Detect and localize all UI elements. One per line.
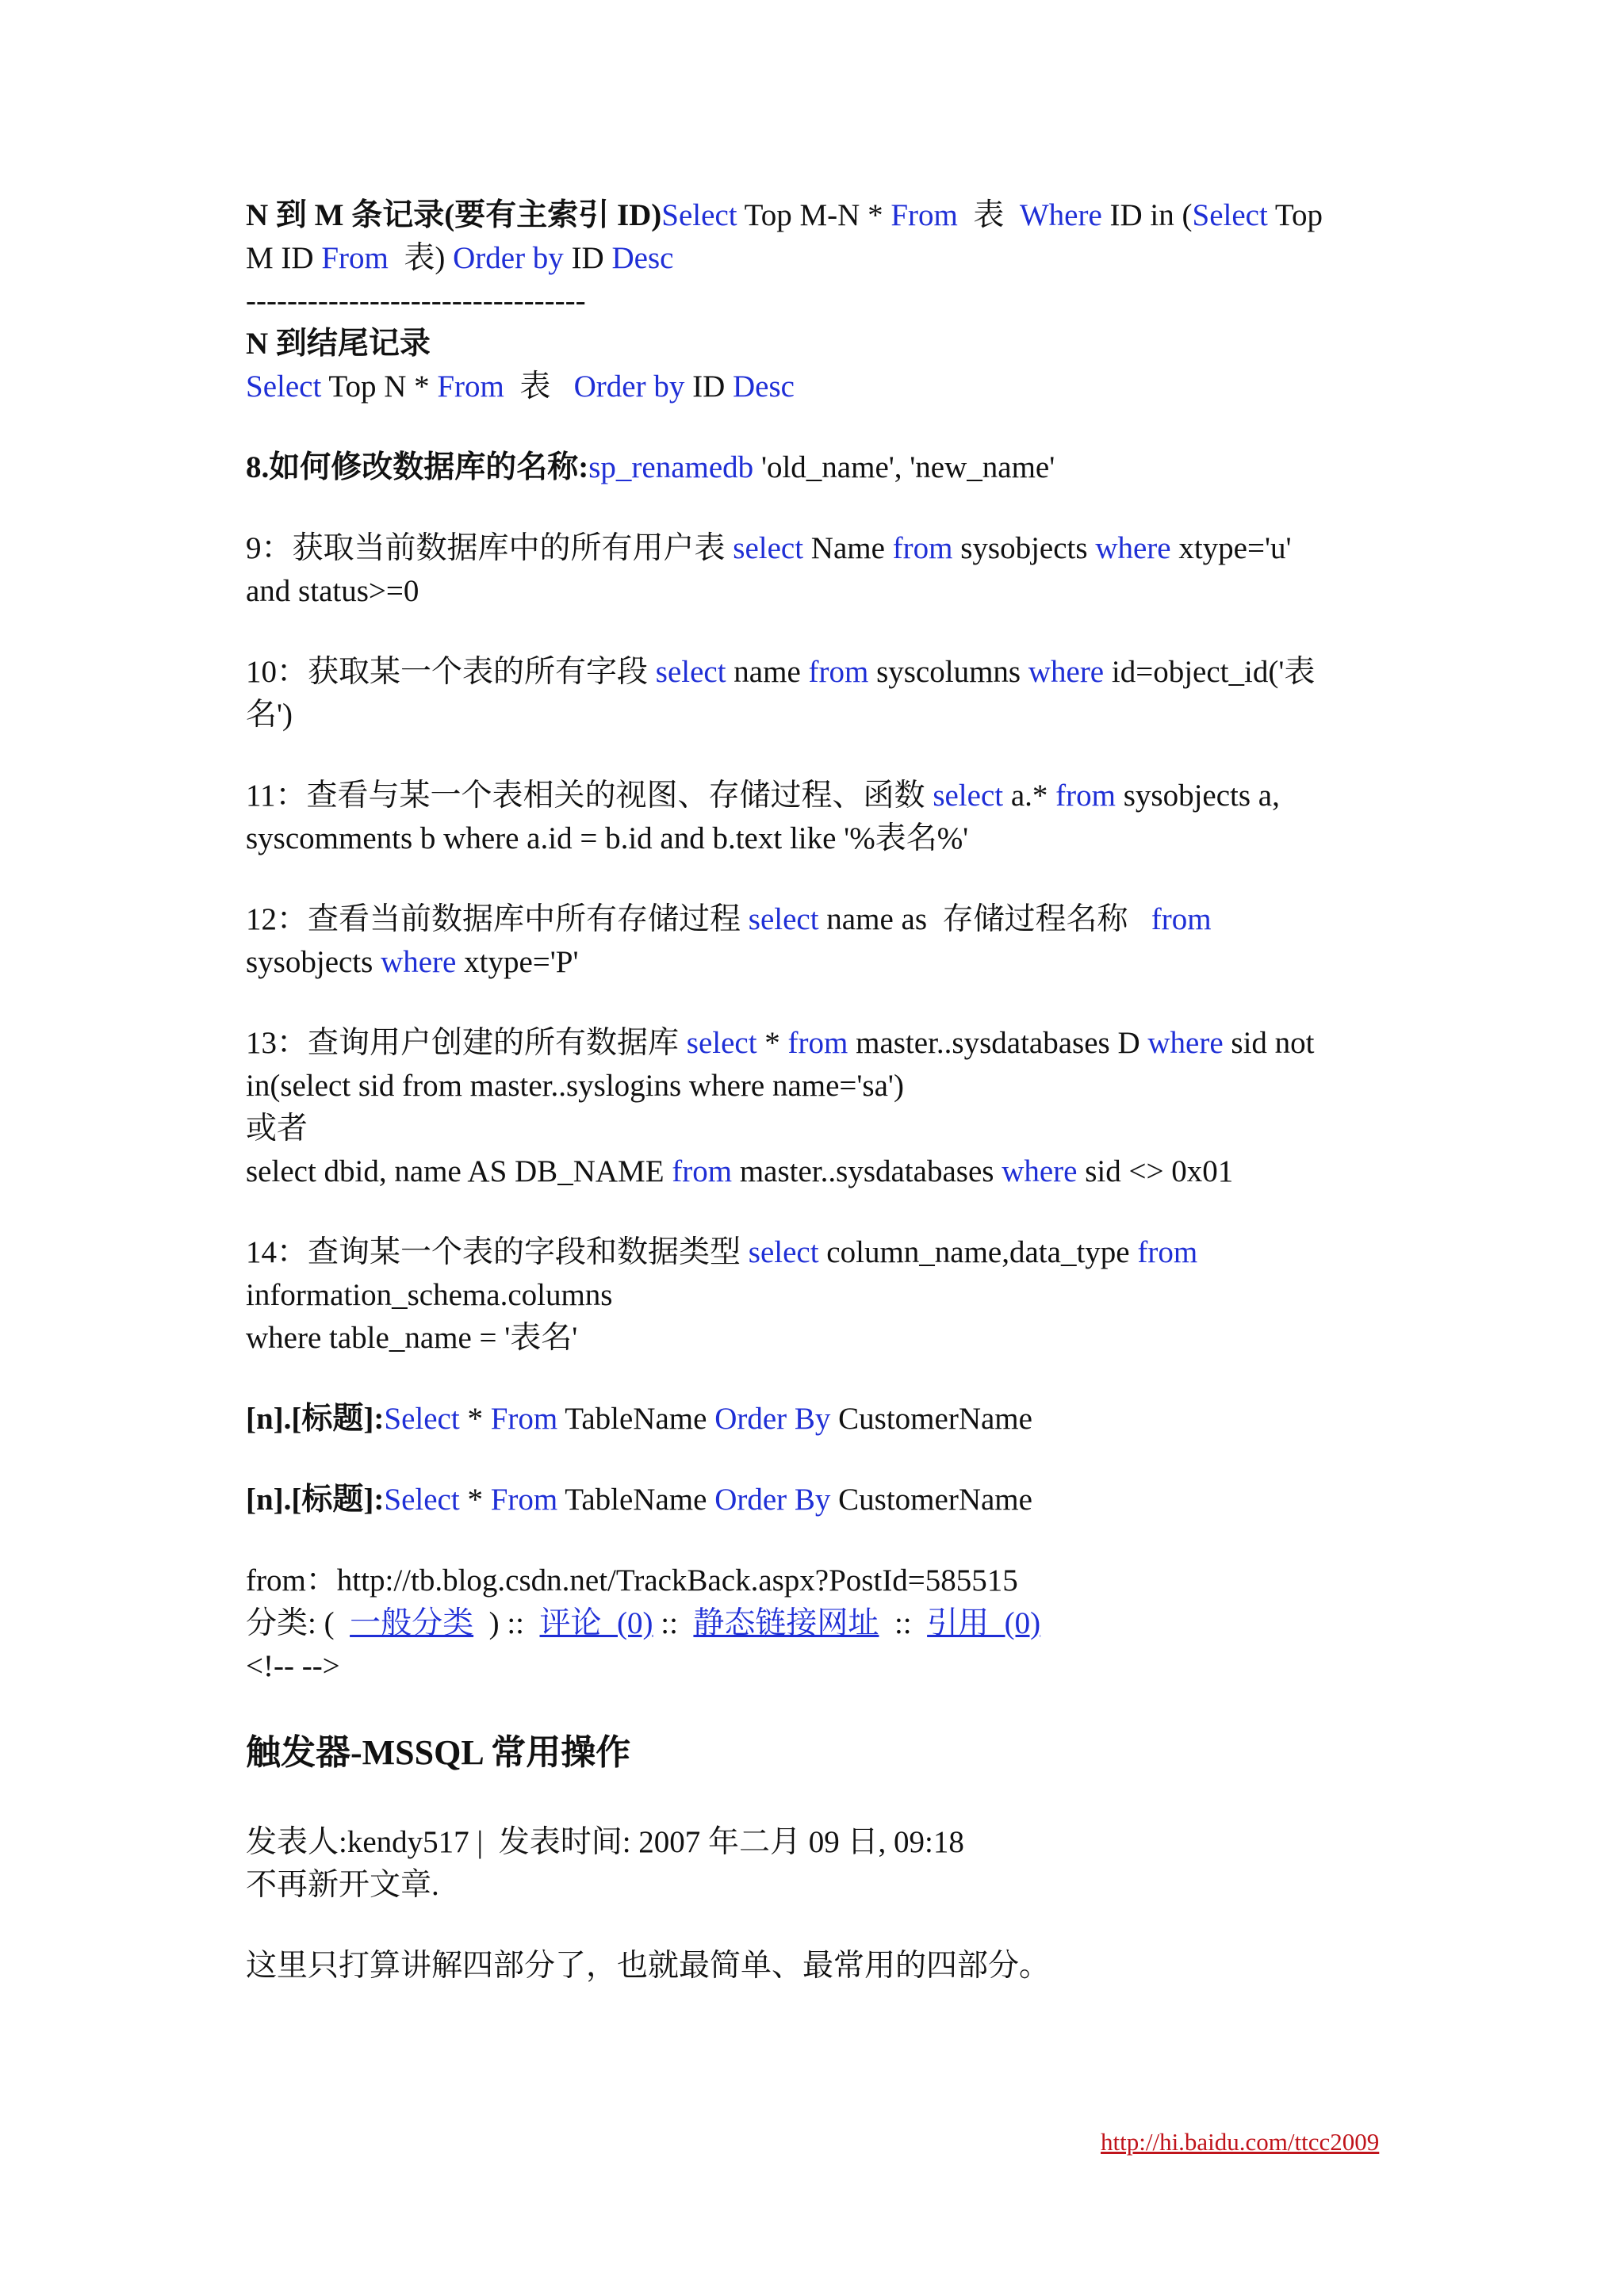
sql-keyword: from [1137,1235,1198,1269]
text-run: TableName [557,1402,715,1436]
text-run: Top N * [321,369,438,404]
sql-keyword: from [1151,902,1212,936]
text-line [246,1022,1388,1065]
sql-keyword: where [1028,655,1105,689]
section-n-to-m [246,194,1388,408]
comments-link[interactable]: 评论 (0) [539,1606,653,1640]
separator: :: [879,1606,928,1640]
bold-label: N 到 M 条记录(要有主索引 ID) [246,198,662,232]
sql-keyword: Select [1192,198,1268,232]
bold-label: 8.如何修改数据库的名称: [246,450,589,484]
tip-paragraph [246,527,1388,613]
tip-paragraph [246,1231,1388,1360]
html-comment-text: <!-- --> [246,1649,340,1683]
sql-keyword: where [381,945,457,979]
text-run: ID in ( [1101,198,1193,232]
text-line [246,775,1388,817]
sql-keyword: Select [661,198,737,232]
text-run: name [726,655,809,689]
text-run: master..sysdatabases [732,1154,1002,1188]
sql-keyword: Order by [573,369,685,404]
text-run: in(select sid from master..syslogins where name='sa') [246,1069,904,1103]
permalink-link[interactable]: 静态链接网址 [693,1606,879,1640]
text-run: sid <> 0x01 [1077,1154,1234,1188]
text-run: 14：查询某一个表的字段和数据类型 [246,1235,749,1269]
document-body [246,194,1388,1988]
sql-keyword: from [892,531,953,565]
byline: 发表人:kendy517 | 发表时间: 2007 年二月 09 日, 09:18 [246,1825,964,1859]
text-run: select dbid, name AS DB_NAME [246,1154,672,1188]
sql-keyword: From [321,241,389,275]
text-run: 9：获取当前数据库中的所有用户表 [246,531,733,565]
sql-keyword: select [748,1235,819,1269]
text-line [246,1398,1388,1441]
text-run: 表 [957,198,1020,232]
text-run: xtype='P' [456,945,579,979]
sql-keyword: where [1147,1026,1224,1060]
text-run: sid not [1223,1026,1315,1060]
text-run: * [459,1402,491,1436]
trackback-link[interactable]: 引用 (0) [927,1606,1041,1640]
text-line [246,1065,1388,1108]
sql-tips-list [246,408,1388,1521]
text-line [246,237,1388,280]
text-run: master..sysdatabases D [848,1026,1148,1060]
text-run: * [756,1026,788,1060]
category-link[interactable]: 一般分类 [350,1606,474,1640]
text-run: * [459,1483,491,1517]
text-line [246,527,1388,570]
sql-keyword: where [1002,1154,1078,1188]
text-line [246,898,1388,941]
source-line: from：http://tb.blog.csdn.net/TrackBack.aspx?PostId=585515 [246,1563,1018,1598]
tip-paragraph [246,898,1388,984]
text-line [246,941,1388,984]
text-line [246,1317,1388,1360]
separator: ) :: [473,1606,540,1640]
text-run: and status>=0 [246,574,419,608]
text-run: name as 存储过程名称 [818,902,1151,936]
post-meta [246,1559,1388,1688]
tip-paragraph [246,446,1388,489]
text-run: 12：查看当前数据库中所有存储过程 [246,902,749,936]
text-run: xtype='u' [1170,531,1292,565]
text-run: M ID [246,241,322,275]
tip-paragraph [246,775,1388,860]
text-run: ID [684,369,733,404]
sql-keyword: sp_renamedb [588,450,754,484]
sql-keyword: Desc [611,241,674,275]
text-line [246,1231,1388,1274]
sql-keyword: Order By [714,1402,831,1436]
text-run: 名') [246,698,293,732]
sql-keyword: From [490,1483,558,1517]
bold-label: [n].[标题]: [246,1483,385,1517]
tip-paragraph [246,1398,1388,1441]
text-run: CustomerName [830,1483,1032,1517]
sql-keyword: Order by [453,241,564,275]
footer-url-link[interactable]: http://hi.baidu.com/ttcc2009 [1101,2128,1380,2156]
text-run: 13：查询用户创建的所有数据库 [246,1026,687,1060]
separator: :: [653,1606,694,1640]
text-run: a.* [1003,779,1056,813]
text-run: sysobjects [952,531,1096,565]
sql-keyword: From [437,369,504,404]
sql-keyword: Desc [733,369,795,404]
text-run: Top [1267,198,1323,232]
sql-keyword: Where [1019,198,1102,232]
sql-keyword: Select [246,369,322,404]
text-run: 表) [388,241,454,275]
text-line [246,194,1388,237]
text-run: 表 [504,369,574,404]
sql-keyword: Select [384,1483,460,1517]
text-run: sysobjects [246,945,381,979]
text-run: 或者 [246,1112,308,1146]
sql-keyword: from [672,1154,733,1188]
text-run: id=object_id('表 [1104,655,1316,689]
text-run: CustomerName [830,1402,1032,1436]
text-run: syscomments b where a.id = b.id and b.text like '%表名%' [246,821,969,855]
text-line [246,694,1388,737]
text-line [246,1150,1388,1193]
text-run: syscolumns [868,655,1028,689]
tip-paragraph [246,651,1388,737]
sql-keyword: Select [384,1402,460,1436]
text-run: Top M-N * [737,198,891,232]
text-run: ID [563,241,612,275]
text-run: sysobjects a, [1115,779,1280,813]
text-run: where table_name = '表名' [246,1321,578,1355]
sql-keyword: Order By [714,1483,831,1517]
text-run: 'old_name', 'new_name' [753,450,1055,484]
text-run: 11：查看与某一个表相关的视图、存储过程、函数 [246,779,933,813]
sql-keyword: select [655,655,726,689]
text-line [246,1108,1388,1150]
intro-paragraph: 这里只打算讲解四部分了，也就最简单、最常用的四部分。 [246,1949,1051,1983]
article-title: 触发器-MSSQL 常用操作 [246,1733,631,1772]
sql-keyword: from [787,1026,848,1060]
text-run: Name [803,531,893,565]
sql-keyword: select [733,531,804,565]
text-line [246,1479,1388,1521]
text-line [246,651,1388,694]
tip-paragraph [246,1479,1388,1521]
divider-dashes: --------------------------------- [246,284,586,318]
section-heading: N 到结尾记录 [246,327,431,361]
category-label: 分类: ( [246,1606,350,1640]
text-run: 10：获取某一个表的所有字段 [246,655,656,689]
text-line [246,365,1388,408]
text-line [246,446,1388,489]
sql-keyword: select [748,902,819,936]
text-line [246,817,1388,860]
category-line [246,1602,1388,1645]
text-run: column_name,data_type [818,1235,1138,1269]
sql-keyword: where [1095,531,1171,565]
text-run: information_schema.columns [246,1278,613,1312]
article-header [246,1821,1388,1988]
text-line [246,570,1388,613]
sql-keyword: from [808,655,869,689]
sql-keyword: From [490,1402,558,1436]
tip-paragraph [246,1022,1388,1193]
sql-keyword: select [686,1026,757,1060]
sql-keyword: from [1055,779,1116,813]
note: 不再新开文章. [246,1868,439,1902]
bold-label: [n].[标题]: [246,1402,385,1436]
sql-keyword: From [891,198,958,232]
sql-keyword: select [933,779,1004,813]
text-run: TableName [557,1483,715,1517]
text-line [246,1274,1388,1317]
